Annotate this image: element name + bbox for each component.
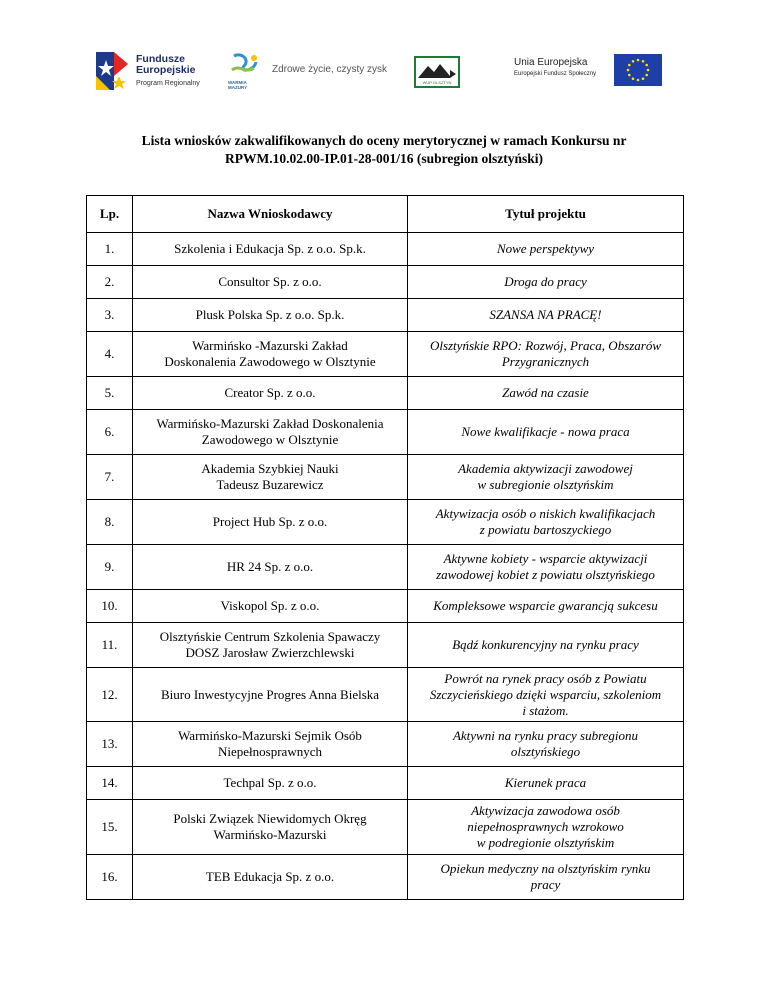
cell-project: Zawód na czasie — [408, 377, 684, 410]
cell-project: Opiekun medyczny na olsztyńskim rynku pracy — [408, 855, 684, 900]
table-row — [87, 500, 684, 545]
applications-table — [86, 195, 684, 900]
logo-bar — [0, 0, 768, 110]
cell-applicant: Consultor Sp. z o.o. — [133, 266, 408, 299]
cell-lp: 10. — [87, 590, 133, 623]
fundusze-europejskie-logo — [92, 50, 204, 94]
cell-project: Powrót na rynek pracy osób z Powiatu Szczycieńskiego dzięki wsparciu, szkoleniom i stażom. — [408, 668, 684, 722]
cell-lp: 8. — [87, 500, 133, 545]
unia-europejska-logo — [514, 54, 654, 88]
warmia-mazury-slogan: Zdrowe życie, czysty zysk — [272, 64, 388, 75]
cell-lp: 3. — [87, 299, 133, 332]
wup-mountain-icon — [414, 56, 460, 88]
cell-lp: 9. — [87, 545, 133, 590]
cell-lp: 12. — [87, 668, 133, 722]
table-row — [87, 332, 684, 377]
fundusze-line2: Europejskie — [136, 64, 196, 76]
ue-line2: Europejski Fundusz Społeczny — [514, 71, 597, 77]
cell-project: Bądź konkurencyjny na rynku pracy — [408, 623, 684, 668]
cell-project: Nowe kwalifikacje - nowa praca — [408, 410, 684, 455]
table-row — [87, 410, 684, 455]
cell-applicant: Akademia Szybkiej Nauki Tadeusz Buzarewicz — [133, 455, 408, 500]
table-row — [87, 590, 684, 623]
eu-flag-icon — [614, 54, 662, 86]
fundusze-stars-icon — [92, 50, 132, 92]
fundusze-line3: Program Regionalny — [136, 80, 200, 87]
wup-olsztyn-logo — [414, 56, 460, 88]
table-row — [87, 233, 684, 266]
table-row — [87, 855, 684, 900]
cell-applicant: Warmińsko-Mazurski Zakład Doskonalenia Zawodowego w Olsztynie — [133, 410, 408, 455]
cell-applicant: Biuro Inwestycyjne Progres Anna Bielska — [133, 668, 408, 722]
cell-applicant: Warmińsko-Mazurski Sejmik Osób Niepełnosprawnych — [133, 722, 408, 767]
cell-lp: 15. — [87, 800, 133, 855]
cell-project: Aktywne kobiety - wsparcie aktywizacji zawodowej kobiet z powiatu olsztyńskiego — [408, 545, 684, 590]
cell-project: Droga do pracy — [408, 266, 684, 299]
cell-lp: 5. — [87, 377, 133, 410]
table-row — [87, 455, 684, 500]
cell-project: Aktywizacja osób o niskich kwalifikacjach z powiatu bartoszyckiego — [408, 500, 684, 545]
cell-lp: 11. — [87, 623, 133, 668]
cell-applicant: Szkolenia i Edukacja Sp. z o.o. Sp.k. — [133, 233, 408, 266]
cell-applicant: Project Hub Sp. z o.o. — [133, 500, 408, 545]
table-header-row — [87, 196, 684, 233]
cell-applicant: Polski Związek Niewidomych Okręg Warmińsko-Mazurski — [133, 800, 408, 855]
cell-lp: 16. — [87, 855, 133, 900]
cell-lp: 6. — [87, 410, 133, 455]
table-row — [87, 377, 684, 410]
cell-applicant: Warmińsko -Mazurski Zakład Doskonalenia Zawodowego w Olsztynie — [133, 332, 408, 377]
table-body — [87, 233, 684, 900]
table-row — [87, 800, 684, 855]
header-lp: Lp. — [87, 196, 133, 233]
header-applicant: Nazwa Wnioskodawcy — [133, 196, 408, 233]
cell-applicant: Viskopol Sp. z o.o. — [133, 590, 408, 623]
table-row — [87, 299, 684, 332]
cell-applicant: Olsztyńskie Centrum Szkolenia Spawaczy DOSZ Jarosław Zwierzchlewski — [133, 623, 408, 668]
cell-applicant: Techpal Sp. z o.o. — [133, 767, 408, 800]
cell-project: SZANSA NA PRACĘ! — [408, 299, 684, 332]
wup-label: WUP OLSZTYN — [422, 80, 452, 85]
header-project: Tytuł projektu — [408, 196, 684, 233]
warmia-mazury-brand: WARMIA MAZURY — [228, 80, 248, 90]
title-line2: RPWM.10.02.00-IP.01-28-001/16 (subregion olsztyński) — [224, 151, 543, 166]
table-row — [87, 722, 684, 767]
cell-lp: 1. — [87, 233, 133, 266]
cell-project: Kierunek praca — [408, 767, 684, 800]
cell-lp: 13. — [87, 722, 133, 767]
ue-line1: Unia Europejska — [514, 57, 588, 68]
warmia-mazury-logo — [228, 52, 388, 92]
cell-applicant: Plusk Polska Sp. z o.o. Sp.k. — [133, 299, 408, 332]
cell-project: Aktywni na rynku pracy subregionu olsztyńskiego — [408, 722, 684, 767]
cell-applicant: HR 24 Sp. z o.o. — [133, 545, 408, 590]
cell-project: Olsztyńskie RPO: Rozwój, Praca, Obszarów Przygranicznych — [408, 332, 684, 377]
cell-project: Akademia aktywizacji zawodowej w subregionie olsztyńskim — [408, 455, 684, 500]
title-line1: Lista wniosków zakwalifikowanych do oceny merytorycznej w ramach Konkursu nr — [141, 133, 627, 148]
table-row — [87, 266, 684, 299]
cell-project: Nowe perspektywy — [408, 233, 684, 266]
cell-applicant: Creator Sp. z o.o. — [133, 377, 408, 410]
cell-lp: 4. — [87, 332, 133, 377]
cell-lp: 14. — [87, 767, 133, 800]
document-title — [80, 132, 688, 168]
cell-lp: 2. — [87, 266, 133, 299]
cell-project: Aktywizacja zawodowa osób niepełnosprawnych wzrokowo w podregionie olsztyńskim — [408, 800, 684, 855]
cell-project: Kompleksowe wsparcie gwarancją sukcesu — [408, 590, 684, 623]
fundusze-line1: Fundusze — [136, 53, 185, 65]
cell-applicant: TEB Edukacja Sp. z o.o. — [133, 855, 408, 900]
cell-lp: 7. — [87, 455, 133, 500]
table-row — [87, 668, 684, 722]
table-row — [87, 623, 684, 668]
table-row — [87, 545, 684, 590]
table-row — [87, 767, 684, 800]
